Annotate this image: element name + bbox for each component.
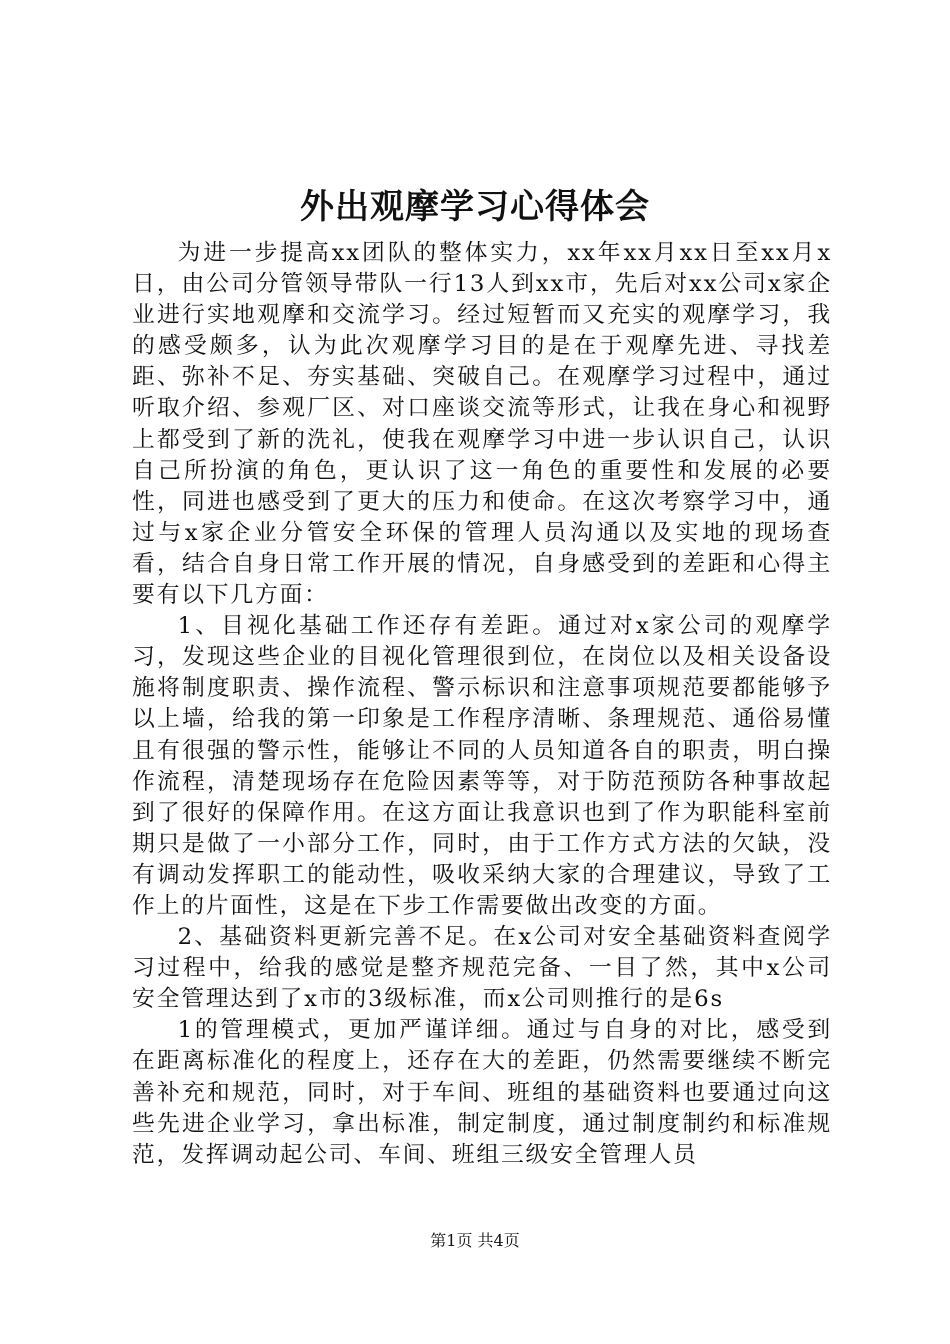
paragraph-intro: 为进一步提高xx团队的整体实力，xx年xx月xx日至xx月x日，由公司分管领导带队一行13人到xx市，先后对xx公司x家企业进行实地观摩和交流学习。经过短暂而又充实的观摩学习，我的感受颇多，认为此次观摩学习目的是在于观摩先进、寻找差距、弥补不足、夯实基础、突破自己。在观摩学习过程中，通过听取介绍、参观厂区、对口座谈交流等形式，让我在身心和视野上都受到了新的洗礼，使我在观摩学习中进一步认识自己，认识自己所扮演的角色，更认识了这一角色的重要性和发展的必要性，同进也感受到了更大的压力和使命。在这次考察学习中，通过与x家企业分管安全环保的管理人员沟通以及实地的现场查看，结合自身日常工作开展的情况，自身感受到的差距和心得主要有以下几方面： [132, 240, 832, 609]
page-footer: 第1页 共4页 [430, 1231, 520, 1250]
document-body [132, 238, 832, 1171]
document-title: 外出观摩学习心得体会 [300, 187, 650, 227]
paragraph-point-1: 1、目视化基础工作还存有差距。通过对x家公司的观摩学习，发现这些企业的目视化管理很到位，在岗位以及相关设备设施将制度职责、操作流程、警示标识和注意事项规范要都能够予以上墙，给我的第一印象是工作程序清晰、条理规范、通俗易懂且有很强的警示性，能够让不同的人员知道各自的职责，明白操作流程，清楚现场存在危险因素等等，对于防范预防各种事故起到了很好的保障作用。在这方面让我意识也到了作为职能科室前期只是做了一小部分工作，同时，由于工作方式方法的欠缺，没有调动发挥职工的能动性，吸收采纳大家的合理建议，导致了工作上的片面性，这是在下步工作需要做出改变的方面。 [132, 613, 832, 919]
paragraph-point-2-continued: 1的管理模式，更加严谨详细。通过与自身的对比，感受到在距离标准化的程度上，还存在大的差距，仍然需要继续不断完善补充和规范，同时，对于车间、班组的基础资料也要通过向这些先进企业学习，拿出标准，制定制度，通过制度制约和标准规范，发挥调动起公司、车间、班组三级安全管理人员 [132, 1017, 832, 1168]
paragraph-point-2: 2、基础资料更新完善不足。在x公司对安全基础资料查阅学习过程中，给我的感觉是整齐规范完备、一目了然，其中x公司安全管理达到了x市的3级标准，而x公司则推行的是6s [132, 924, 832, 1013]
